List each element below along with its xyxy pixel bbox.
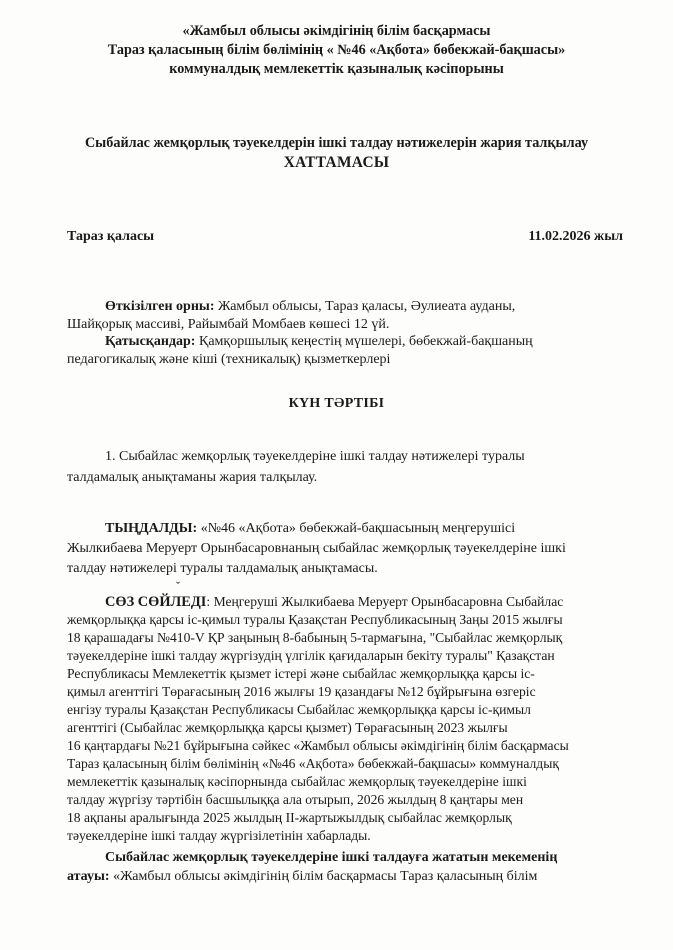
spoke-line-7: агенттігі (Сыбайлас жемқорлыққа қарсы қызмет) Төрағасының 2023 жылғы: [67, 720, 508, 735]
participants-text-1: Қамқоршылық кеңестің мүшелері, бөбекжай-бақшаның: [195, 334, 533, 350]
org-line-3: коммуналдық мемлекеттік қазыналық кәсіпорыны: [169, 61, 504, 77]
agenda-item: [67, 446, 627, 488]
participants-label: Қатысқандар:: [105, 334, 196, 350]
organization-header: [0, 22, 673, 79]
org-line-2: Тараз қаласының білім бөлімінің « №46 «Ақбота» бөбекжай-бақшасы»: [107, 42, 566, 58]
spoke-line-8: 16 қаңтардағы №21 бұйрығына сәйкес «Жамбыл облысы әкімдігінің білім басқармасы: [67, 738, 569, 753]
venue-text-1: Жамбыл облысы, Тараз қаласы, Әулиеата ауданы,: [214, 299, 516, 314]
city-label: Тараз қаласы: [67, 229, 155, 244]
listened-paragraph: [67, 519, 627, 579]
institution-text: «Жамбыл облысы әкімдігінің білім басқармасы Тараз қаласының білім: [109, 869, 538, 884]
spoke-line-1: жемқорлыққа қарсы іс-қимыл туралы Қазақстан Республикасының Заңы 2015 жылғы: [67, 612, 563, 627]
institution-label-2: атауы:: [67, 869, 110, 884]
agenda-item-line-1: 1. Сыбайлас жемқорлық тәуекелдеріне ішкі талдау нәтижелері туралы: [105, 449, 525, 464]
agenda-item-line-2: талдамалық анықтаманы жария талқылау.: [67, 470, 318, 485]
venue-text-2: Шайқорық массиві, Райымбай Момбаев көшесі 12 үй.: [67, 316, 390, 332]
spoke-line-2: 18 қарашадағы №410-V ҚР заңының 8-бабының 5-тармағына, "Сыбайлас жемқорлық: [67, 630, 563, 645]
listened-label: ТЫҢДАЛДЫ:: [105, 521, 198, 536]
listened-text-2: Жылкибаева Меруерт Орынбасаровнаның сыбайлас жемқорлық тәуекелдеріне ішкі: [67, 541, 566, 556]
listened-text-3: талдау нәтижелері туралы талдамалық анықтамасы.: [67, 561, 378, 576]
spoke-line-0: Меңгеруші Жылкибаева Меруерт Орынбасаровна Сыбайлас: [210, 594, 564, 609]
venue-label: Өткізілген орны:: [105, 299, 215, 314]
institution-label-1: Сыбайлас жемқорлық тәуекелдеріне ішкі талдауға жататын мекеменің: [105, 850, 558, 865]
spoke-paragraph: [67, 593, 627, 845]
date-label: 11.02.2026 жыл: [528, 229, 623, 244]
spoke-colon: :: [206, 594, 211, 609]
agenda-title: КҮН ТӘРТІБІ: [288, 396, 385, 411]
title-line-2: ХАТТАМАСЫ: [283, 154, 390, 171]
spoke-line-4: Республикасы Мемлекеттік қызмет істері және сыбайлас жемқорлыққа қарсы іс-: [67, 666, 535, 681]
spoke-line-9: Тараз қаласының білім бөлімінің «№46 «Ақбота» бөбекжай-бақшасы» коммуналдық: [67, 756, 559, 771]
spoke-line-5: қимыл агенттігі Төрағасының 2016 жылғы 19 қазандағы №12 бұйрығына өзгеріс: [67, 684, 536, 699]
spoke-line-6: енгізу туралы Қазақстан Республикасы Сыбайлас жемқорлыққа қарсы іс-қимыл: [67, 702, 531, 717]
spoke-line-10: мемлекеттік қазыналық кәсіпорнында сыбайлас жемқорлық тәуекелдеріне ішкі: [67, 774, 527, 789]
title-line-1: Сыбайлас жемқорлық тәуекелдерін ішкі талдау нәтижелерін жария талқылау: [84, 135, 589, 151]
spoke-line-13: тәуекелдеріне ішкі талдау жүргізілетінін хабарлады.: [67, 828, 371, 843]
org-line-1: «Жамбыл облысы әкімдігінің білім басқармасы: [182, 23, 491, 39]
stray-mark: ˇ: [176, 579, 180, 593]
listened-text-1: «№46 «Ақбота» бөбекжай-бақшасының меңгерушісі: [197, 521, 516, 536]
institution-paragraph: [67, 848, 627, 886]
venue-paragraph: [67, 298, 627, 368]
spoke-line-3: тәуекелдеріне ішкі талдау жүргізудің үлгілік қағидаларын бекіту туралы" Қазақстан: [67, 648, 555, 663]
participants-text-2: педагогикалық және кіші (техникалық) қызметкерлері: [67, 351, 391, 367]
document-title: [0, 134, 673, 172]
spoke-line-12: 18 ақпаны аралығында 2025 жылдың ІІ-жартыжылдық сыбайлас жемқорлық: [67, 810, 512, 825]
spoke-line-11: талдау жүргізу тәртібін басшылыққа ала отырып, 2026 жылдың 8 қаңтары мен: [67, 792, 524, 807]
spoke-label: СӨЗ СӨЙЛЕДІ: [105, 594, 207, 610]
